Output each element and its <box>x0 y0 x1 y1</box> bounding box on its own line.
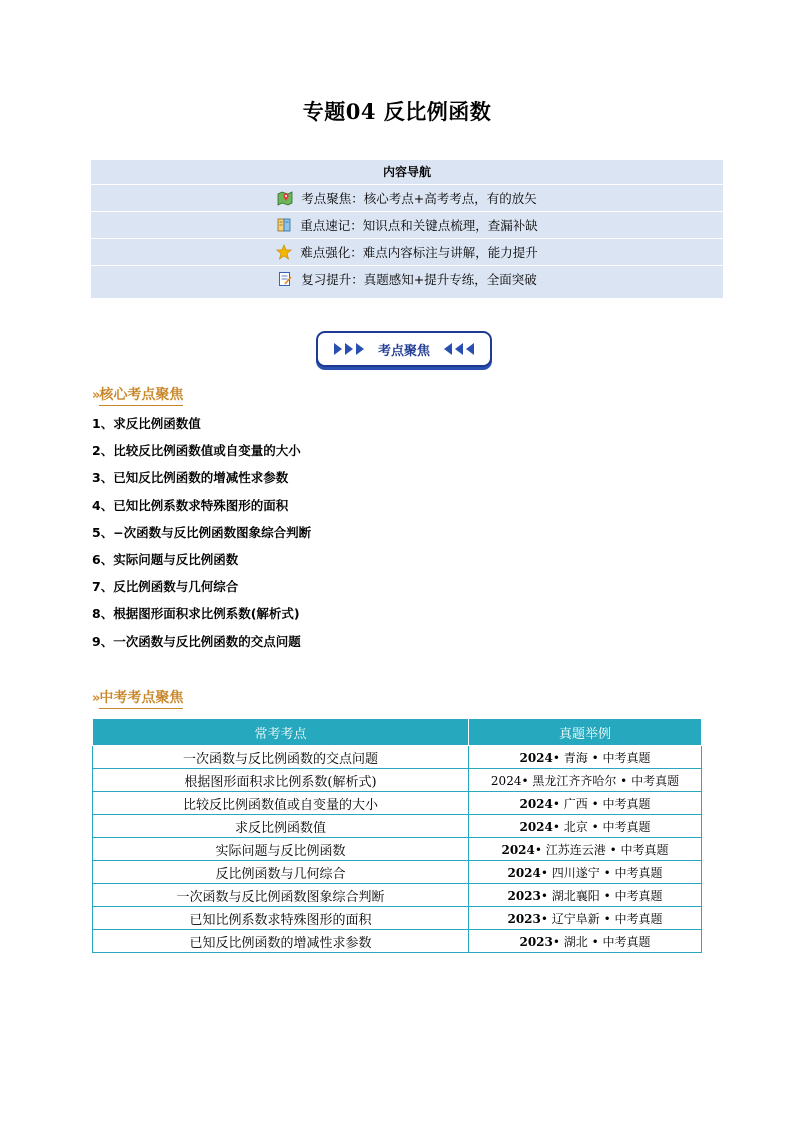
core-section-heading <box>92 384 183 406</box>
example-text: • 广西 • 中考真题 <box>552 796 651 811</box>
topic-cell: 一次函数与反比例函数的交点问题 <box>93 746 469 769</box>
year: 2024 <box>519 750 553 765</box>
topic-cell: 根据图形面积求比例系数(解析式) <box>93 769 469 792</box>
star-icon <box>276 244 292 260</box>
example-text: • 辽宁阜新 • 中考真题 <box>540 911 663 926</box>
year: 2024 <box>519 819 553 834</box>
nav-row-strengthen <box>91 238 723 265</box>
year: 2024 <box>519 796 553 811</box>
table-row <box>93 907 702 930</box>
nav-row-text: 复习提升：真题感知+提升专练，全面突破 <box>301 272 537 287</box>
table-row <box>93 884 702 907</box>
year: 2023 <box>507 911 541 926</box>
list-item: 7、反比例函数与几何综合 <box>92 579 239 595</box>
core-section-title: 核心考点聚焦 <box>99 384 183 406</box>
list-item: 6、实际问题与反比例函数 <box>92 551 239 567</box>
list-item: 2、比较反比例函数值或自变量的大小 <box>92 443 301 459</box>
example-text: • 黑龙江齐齐哈尔 • 中考真题 <box>521 773 680 788</box>
nav-row-text: 难点强化：难点内容标注与讲解，能力提升 <box>300 245 538 260</box>
year: 2023 <box>507 888 541 903</box>
example-cell <box>469 907 702 930</box>
nav-row-memo <box>91 211 723 238</box>
double-chevron-icon: » <box>92 690 98 706</box>
example-cell <box>469 930 702 953</box>
year: 2024 <box>490 773 522 788</box>
topic-cell: 已知比例系数求特殊图形的面积 <box>93 907 469 930</box>
topic-cell: 实际问题与反比例函数 <box>93 838 469 861</box>
right-arrows-icon <box>334 343 364 355</box>
table-row <box>93 746 702 769</box>
topic-cell: 一次函数与反比例函数图象综合判断 <box>93 884 469 907</box>
example-text: • 北京 • 中考真题 <box>552 819 651 834</box>
example-text: • 江苏连云港 • 中考真题 <box>534 842 669 857</box>
map-icon <box>277 190 293 206</box>
nav-header: 内容导航 <box>382 165 431 179</box>
book-icon <box>276 217 292 233</box>
example-cell <box>469 746 702 769</box>
example-text: • 四川遂宁 • 中考真题 <box>540 865 663 880</box>
table-row <box>93 930 702 953</box>
table-row <box>93 769 702 792</box>
section-banner <box>316 331 492 367</box>
left-arrows-icon <box>444 343 474 355</box>
topic-cell: 已知反比例函数的增减性求参数 <box>93 930 469 953</box>
topic-cell: 比较反比例函数值或自变量的大小 <box>93 792 469 815</box>
example-text: • 青海 • 中考真题 <box>552 750 651 765</box>
topic-cell: 反比例函数与几何综合 <box>93 861 469 884</box>
exam-section-heading <box>92 687 183 709</box>
year: 2024 <box>501 842 535 857</box>
example-cell <box>469 884 702 907</box>
table-row <box>93 861 702 884</box>
exam-topics-table <box>92 718 702 953</box>
table-row <box>93 792 702 815</box>
note-icon <box>277 271 293 287</box>
example-cell <box>469 861 702 884</box>
column-header-example: 真题举例 <box>469 719 702 746</box>
year: 2024 <box>507 865 541 880</box>
list-item: 5、−次函数与反比例函数图象综合判断 <box>92 524 312 540</box>
topic-cell: 求反比例函数值 <box>93 815 469 838</box>
table-row <box>93 815 702 838</box>
core-topic-list <box>92 414 311 659</box>
list-item: 9、一次函数与反比例函数的交点问题 <box>92 633 301 649</box>
example-cell <box>469 769 702 792</box>
column-header-topic: 常考考点 <box>93 719 469 746</box>
table-header-row <box>93 719 702 746</box>
example-cell <box>469 815 702 838</box>
example-text: • 湖北襄阳 • 中考真题 <box>540 888 663 903</box>
list-item: 8、根据图形面积求比例系数(解析式) <box>92 606 300 622</box>
banner-label: 考点聚焦 <box>377 343 430 359</box>
page-title: 专题04 反比例函数 <box>302 99 492 124</box>
table-row <box>93 838 702 861</box>
exam-section-title: 中考考点聚焦 <box>99 687 183 709</box>
list-item: 3、已知反比例函数的增减性求参数 <box>92 470 289 486</box>
example-text: • 湖北 • 中考真题 <box>552 934 651 949</box>
nav-row-text: 考点聚焦：核心考点+高考考点，有的放矢 <box>301 191 537 206</box>
list-item: 4、已知比例系数求特殊图形的面积 <box>92 497 289 513</box>
year: 2023 <box>519 934 553 949</box>
list-item: 1、求反比例函数值 <box>92 416 201 431</box>
nav-row-review <box>91 265 723 292</box>
example-cell <box>469 792 702 815</box>
nav-row-focus <box>91 184 723 211</box>
double-chevron-icon: » <box>92 387 98 403</box>
nav-row-text: 重点速记：知识点和关键点梳理，查漏补缺 <box>300 218 538 233</box>
example-cell <box>469 838 702 861</box>
content-navigation <box>91 160 723 298</box>
